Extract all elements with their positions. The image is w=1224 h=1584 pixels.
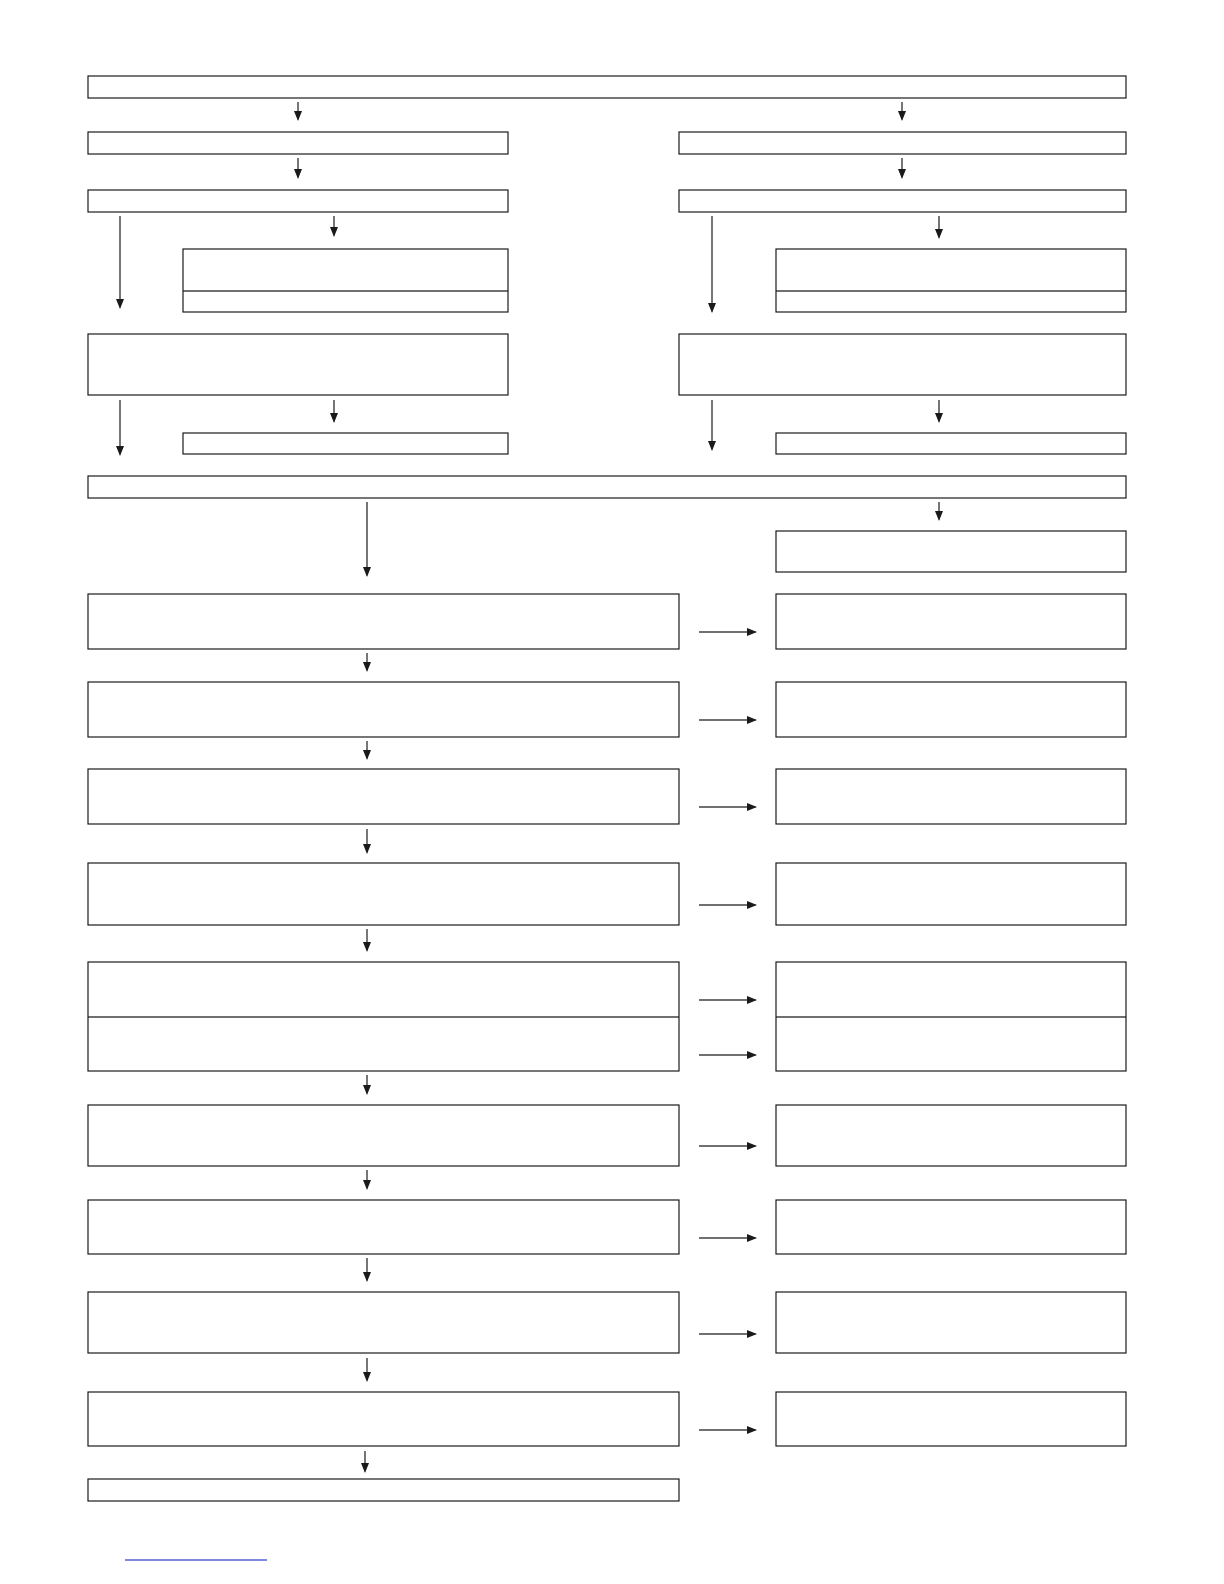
merge-box — [88, 476, 1126, 498]
merge-side-box — [776, 531, 1126, 572]
check-8-box — [88, 1292, 679, 1353]
outcome-9-box — [776, 1392, 1126, 1446]
right-step-3-box — [679, 334, 1126, 395]
right-step-1-box — [679, 132, 1126, 154]
check-3-box — [88, 769, 679, 824]
left-branch-box — [183, 249, 508, 312]
left-step-3-box — [88, 334, 508, 395]
check-7-box — [88, 1200, 679, 1254]
outcome-2-box — [776, 682, 1126, 737]
outcome-4-box — [776, 863, 1126, 925]
outcome-3-box — [776, 769, 1126, 824]
outcome-7-box — [776, 1200, 1126, 1254]
outcome-6-box — [776, 1105, 1126, 1166]
check-1-box — [88, 594, 679, 649]
right-result-box — [776, 433, 1126, 454]
check-2-box — [88, 682, 679, 737]
left-result-box — [183, 433, 508, 454]
outcome-8-box — [776, 1292, 1126, 1353]
top-header-box — [88, 76, 1126, 98]
final-box — [88, 1479, 679, 1501]
check-6-box — [88, 1105, 679, 1166]
right-step-2-box — [679, 190, 1126, 212]
check-4-box — [88, 863, 679, 925]
left-step-1-box — [88, 132, 508, 154]
right-branch-box — [776, 249, 1126, 312]
outcome-1-box — [776, 594, 1126, 649]
check-9-box — [88, 1392, 679, 1446]
left-step-2-box — [88, 190, 508, 212]
